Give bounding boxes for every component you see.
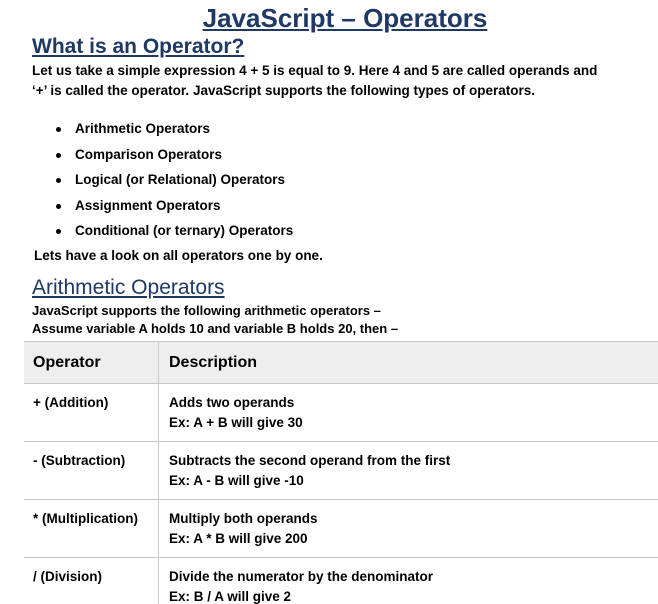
- intro-line-2: ‘+’ is called the operator. JavaScript supports the following types of operators.: [32, 83, 535, 98]
- description-cell: [159, 384, 303, 441]
- table-row: [24, 442, 658, 500]
- operator-cell: / (Division): [24, 558, 159, 604]
- column-header-description: Description: [169, 354, 258, 371]
- description-cell: [159, 558, 433, 604]
- list-item-label: Assignment Operators: [75, 197, 221, 213]
- operator-cell: - (Subtraction): [24, 442, 159, 499]
- list-item-label: Conditional (or ternary) Operators: [75, 223, 294, 238]
- arithmetic-intro: [32, 302, 398, 338]
- arithmetic-intro-line-2: Assume variable A holds 10 and variable B holds 20, then –: [32, 321, 399, 336]
- section-heading-arithmetic: Arithmetic Operators: [32, 276, 225, 299]
- example-text: Ex: B / A will give 2: [169, 589, 292, 604]
- list-item-label: Arithmetic Operators: [75, 121, 211, 136]
- intro-line-1: Let us take a simple expression 4 + 5 is equal to 9. Here 4 and 5 are called operands and: [32, 63, 598, 78]
- table-row: [24, 558, 658, 604]
- operator-cell: + (Addition): [24, 384, 159, 441]
- bullet-icon: [56, 127, 61, 132]
- arithmetic-intro-line-1: JavaScript supports the following arithmetic operators –: [32, 303, 381, 318]
- description-text: Subtracts the second operand from the first: [169, 453, 451, 468]
- list-item-label: Comparison Operators: [75, 146, 223, 162]
- list-item: [56, 142, 293, 168]
- table-header-row: [24, 341, 658, 384]
- description-cell: [159, 442, 450, 499]
- list-item: [56, 167, 293, 193]
- example-text: Ex: A + B will give 30: [169, 415, 303, 430]
- intro-paragraph: [32, 61, 652, 101]
- lets-have-look-text: Lets have a look on all operators one by one.: [34, 248, 323, 263]
- page-title: JavaScript – Operators: [202, 3, 488, 33]
- bullet-icon: [56, 178, 61, 183]
- list-item: [56, 116, 293, 142]
- description-text: Divide the numerator by the denominator: [169, 569, 434, 584]
- description-text: Adds two operands: [169, 395, 295, 410]
- list-item: [56, 193, 293, 219]
- operator-types-list: [56, 116, 293, 244]
- table-row: [24, 500, 658, 558]
- example-text: Ex: A - B will give -10: [169, 473, 304, 488]
- list-item: [56, 218, 293, 244]
- section-heading-what-is-operator: What is an Operator?: [32, 35, 245, 58]
- bullet-icon: [56, 153, 61, 158]
- table-row: [24, 384, 658, 442]
- description-text: Multiply both operands: [169, 511, 318, 526]
- bullet-icon: [56, 229, 61, 234]
- arithmetic-operators-table: [24, 341, 658, 604]
- example-text: Ex: A * B will give 200: [169, 531, 308, 546]
- operator-cell: * (Multiplication): [24, 500, 159, 557]
- description-cell: [159, 500, 318, 557]
- column-header-operator: Operator: [24, 342, 159, 383]
- list-item-label: Logical (or Relational) Operators: [75, 172, 286, 187]
- bullet-icon: [56, 204, 61, 209]
